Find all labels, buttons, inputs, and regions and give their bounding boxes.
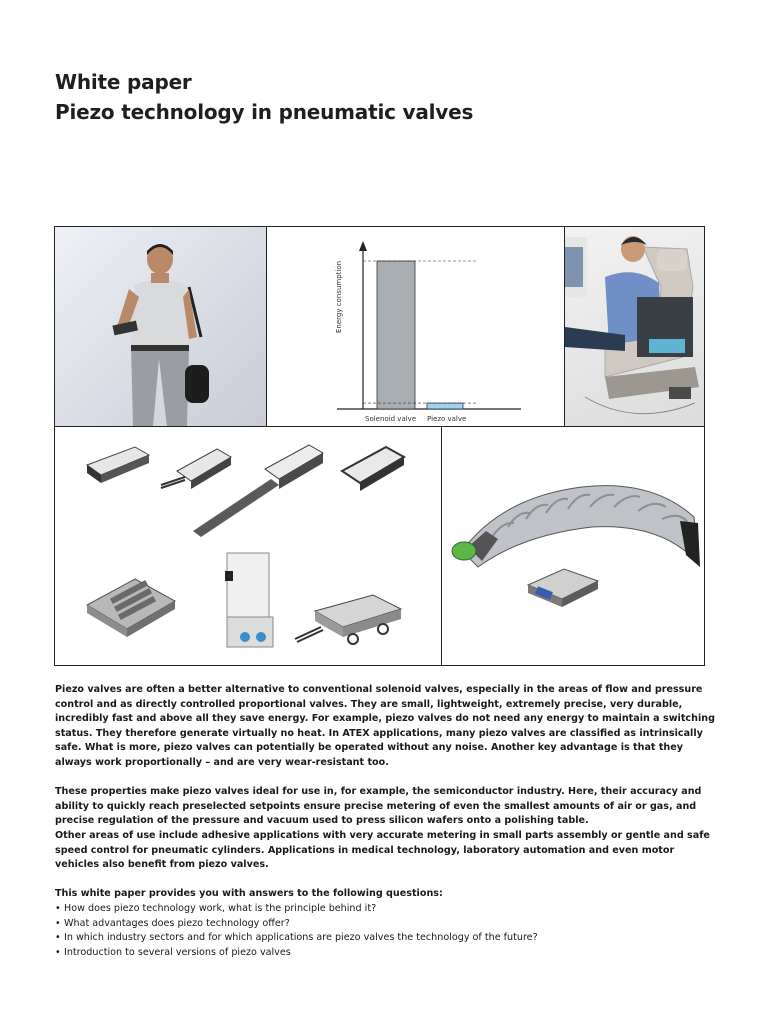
y-axis-arrow <box>359 241 367 251</box>
proportional-valve <box>295 595 401 644</box>
valve-terminal <box>87 579 175 637</box>
question-item: • How does piezo technology work, what is the principle behind it? <box>55 902 715 917</box>
figure-collage <box>54 226 705 666</box>
pressure-regulator <box>225 553 273 647</box>
engineer-illustration <box>55 227 267 427</box>
piezo-valve-1 <box>87 447 149 483</box>
title-line-1: White paper <box>55 70 192 94</box>
product-lineup-svg <box>55 427 442 665</box>
robot-arm-illustration <box>442 427 704 665</box>
product-lineup <box>55 427 442 665</box>
energy-chart-svg <box>267 227 565 427</box>
paragraph-1: Piezo valves are often a better alternative to conventional solenoid valves, especially in the areas of flow and pressure control and as directly controlled proportional valves. They are small, lightweight, extremely precise, very durable, incredibly fast and above all they save energy. For example, piezo valves do not need any energy to maintain a switching status. They therefore generate virtually no heat. In ATEX applications, many piezo valves are classified as intrinsically safe. What is more, piezo valves can potentially be operated without any noise. Another key advantage is that they always work proportionally – and are very wear-resistant too. <box>55 684 715 768</box>
paragraph-2: These properties make piezo valves ideal for use in, for example, the semiconductor industry. Here, their accuracy and ability to quickly reach preselected setpoints ensure precise metering of even the smallest amounts of air or gas, and precise regulation of the pressure and vacuum used to press silicon wafers onto a polishing table. <box>55 786 702 827</box>
question-item: • Introduction to several versions of piezo valves <box>55 946 715 961</box>
bar-solenoid-valve <box>377 261 415 409</box>
title-line-2: Piezo technology in pneumatic valves <box>55 100 474 124</box>
photo-robot-arm <box>442 427 704 665</box>
question-item: • What advantages does piezo technology offer? <box>55 917 715 932</box>
piezo-valve-4 <box>342 447 404 491</box>
document-title <box>55 67 473 127</box>
piezo-valve-2 <box>161 449 231 489</box>
questions-list <box>55 902 715 960</box>
paragraph-3: Other areas of use include adhesive applications with very accurate metering in small parts assembly or gentle and safe speed control for pneumatic cylinders. Applications in medical technology, laboratory automation and even motor vehicles also benefit from piezo valves. <box>55 829 710 871</box>
photo-engineer <box>55 227 267 427</box>
body-text <box>55 683 715 960</box>
energy-chart <box>267 227 565 427</box>
chart-y-label: Energy consumption <box>335 260 343 333</box>
photo-car-seat <box>565 227 704 427</box>
questions-intro: This white paper provides you with answers to the following questions: <box>55 888 443 900</box>
chart-x-label-piezo: Piezo valve <box>427 415 467 423</box>
car-seat-illustration <box>565 227 704 427</box>
valve-module <box>528 569 598 607</box>
question-item: • In which industry sectors and for which applications are piezo valves the technology of the future? <box>55 931 715 946</box>
bar-piezo-valve <box>427 403 463 409</box>
chart-x-label-solenoid: Solenoid valve <box>365 415 417 423</box>
